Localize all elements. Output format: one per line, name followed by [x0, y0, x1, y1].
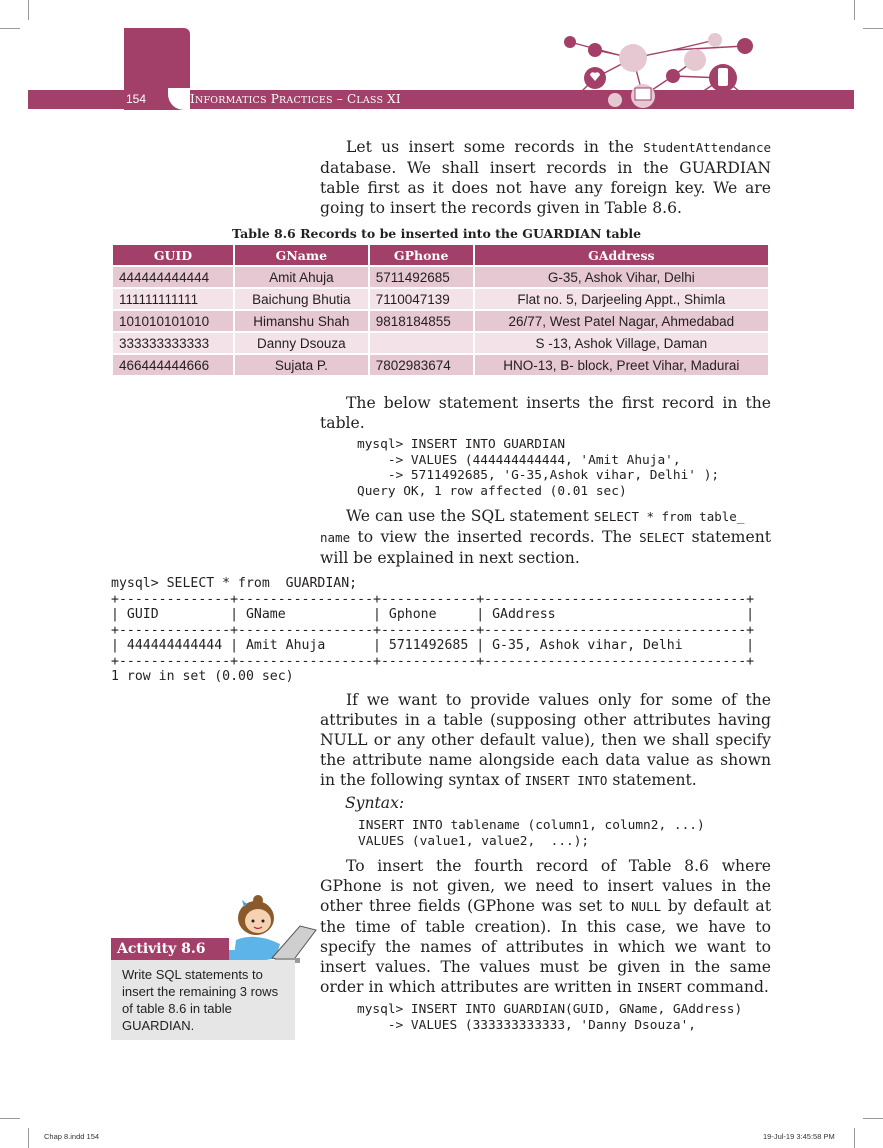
crop-mark	[0, 1118, 20, 1119]
syntax-code	[358, 818, 705, 849]
column-header: GAddress	[474, 245, 769, 266]
table-cell: Sujata P.	[234, 354, 369, 375]
header-network-illustration-icon	[555, 28, 770, 110]
table-caption: Table 8.6 Records to be inserted into the GUARDIAN table	[232, 226, 642, 241]
page-number: 154	[126, 92, 147, 106]
column-header: GPhone	[369, 245, 474, 266]
select-output	[111, 576, 754, 685]
output-line: mysql> SELECT * from GUARDIAN;	[111, 576, 358, 591]
crop-mark	[854, 0, 855, 20]
select-paragraph: We can use the SQL statement SELECT * from table_ name to view the inserted records. The SELECT statement will be explained in next section.	[320, 507, 772, 567]
first-record-paragraph: The below statement inserts the first record in the table.	[320, 394, 771, 432]
output-line: +--------------+-----------------+------------+---------------------------------+	[111, 653, 755, 669]
code-line: -> VALUES (444444444444, 'Amit Ahuja',	[357, 452, 681, 468]
table-cell: 101010101010	[113, 310, 234, 332]
table-cell: 111111111111	[113, 288, 234, 310]
code-line: Query OK, 1 row affected (0.01 sec)	[357, 483, 627, 499]
guardian-table	[113, 245, 770, 375]
table-row	[113, 354, 769, 375]
table-cell: 5711492685	[369, 266, 474, 288]
code-line: mysql> INSERT INTO GUARDIAN	[357, 437, 566, 452]
crop-mark	[863, 28, 883, 29]
code-line: -> VALUES (333333333333, 'Danny Dsouza',	[357, 1017, 696, 1033]
table-cell: 9818184855	[369, 310, 474, 332]
intro-paragraph: Let us insert some records in the StudentAttendance database. We shall insert records in the GUARDIAN table first as it does not have any foreign key. We are going to insert the records given in Table 8.6.	[320, 138, 771, 217]
output-line: +--------------+-----------------+------------+---------------------------------+	[111, 591, 755, 607]
table-row	[113, 310, 769, 332]
output-line: | 444444444444 | Amit Ahuja | 5711492685 | G-35, Ashok vihar, Delhi |	[111, 638, 755, 653]
table-cell: 444444444444	[113, 266, 234, 288]
table-cell: 466444444666	[113, 354, 234, 375]
table-row	[113, 332, 769, 354]
book-title: INFORMATICS PRACTICES – CLASS XI	[190, 92, 401, 106]
table-cell: 7110047139	[369, 288, 474, 310]
crop-mark	[0, 28, 20, 29]
table-cell: 333333333333	[113, 332, 234, 354]
code-line: VALUES (value1, value2, ...);	[358, 833, 590, 849]
crop-mark	[28, 1128, 29, 1148]
code-line: mysql> INSERT INTO GUARDIAN(GUID, GName, GAddress)	[357, 1002, 743, 1017]
insert-first-code	[357, 437, 719, 499]
output-line: 1 row in set (0.00 sec)	[111, 669, 294, 684]
fourth-record-paragraph: To insert the fourth record of Table 8.6 where GPhone is not given, we need to insert values in the other three fields (GPhone was set to NULL by default at the time of table creation). In this case, we have to specify the names of attributes in which we want to insert values. The values must be given in the same order in which attributes are written in INSERT command.	[320, 857, 771, 996]
insert-fourth-code	[357, 1002, 742, 1033]
footer-timestamp: 19-Jul-19 3:45:58 PM	[763, 1132, 835, 1141]
girl-with-laptop-illustration-icon	[214, 888, 318, 966]
table-cell: Baichung Bhutia	[234, 288, 369, 310]
crop-mark	[854, 1128, 855, 1148]
activity-text: Write SQL statements to insert the remaining 3 rows of table 8.6 in table GUARDIAN.	[122, 967, 279, 1033]
table-cell: Amit Ahuja	[234, 266, 369, 288]
some-values-paragraph: If we want to provide values only for some of the attributes in a table (supposing other attributes having NULL or any other default value), then we shall specify the attribute name alongside each data value as shown in the following syntax of INSERT INTO statement.	[320, 691, 771, 789]
table-row	[113, 266, 769, 288]
table-header-row	[113, 245, 769, 266]
table-cell: Flat no. 5, Darjeeling Appt., Shimla	[474, 288, 769, 310]
code-line: -> 5711492685, 'G-35,Ashok vihar, Delhi' );	[357, 468, 720, 483]
table-cell: HNO-13, B- block, Preet Vihar, Madurai	[474, 354, 769, 375]
table-cell: S -13, Ashok Village, Daman	[474, 332, 769, 354]
table-cell: 26/77, West Patel Nagar, Ahmedabad	[474, 310, 769, 332]
activity-title: Activity 8.6	[111, 938, 229, 960]
output-line: | GUID | GName | Gphone | GAddress |	[111, 607, 755, 622]
column-header: GUID	[113, 245, 234, 266]
table-cell	[369, 332, 474, 354]
output-line: +--------------+-----------------+------------+---------------------------------+	[111, 622, 755, 638]
table-cell: Himanshu Shah	[234, 310, 369, 332]
table-cell: Danny Dsouza	[234, 332, 369, 354]
table-row	[113, 288, 769, 310]
table-cell: G-35, Ashok Vihar, Delhi	[474, 266, 769, 288]
syntax-label: Syntax:	[345, 794, 405, 812]
code-line: INSERT INTO tablename (column1, column2, ...)	[358, 818, 705, 833]
footer-file-info: Chap 8.indd 154	[44, 1132, 100, 1141]
crop-mark	[863, 1118, 883, 1119]
table-cell: 7802983674	[369, 354, 474, 375]
crop-mark	[28, 0, 29, 20]
column-header: GName	[234, 245, 369, 266]
